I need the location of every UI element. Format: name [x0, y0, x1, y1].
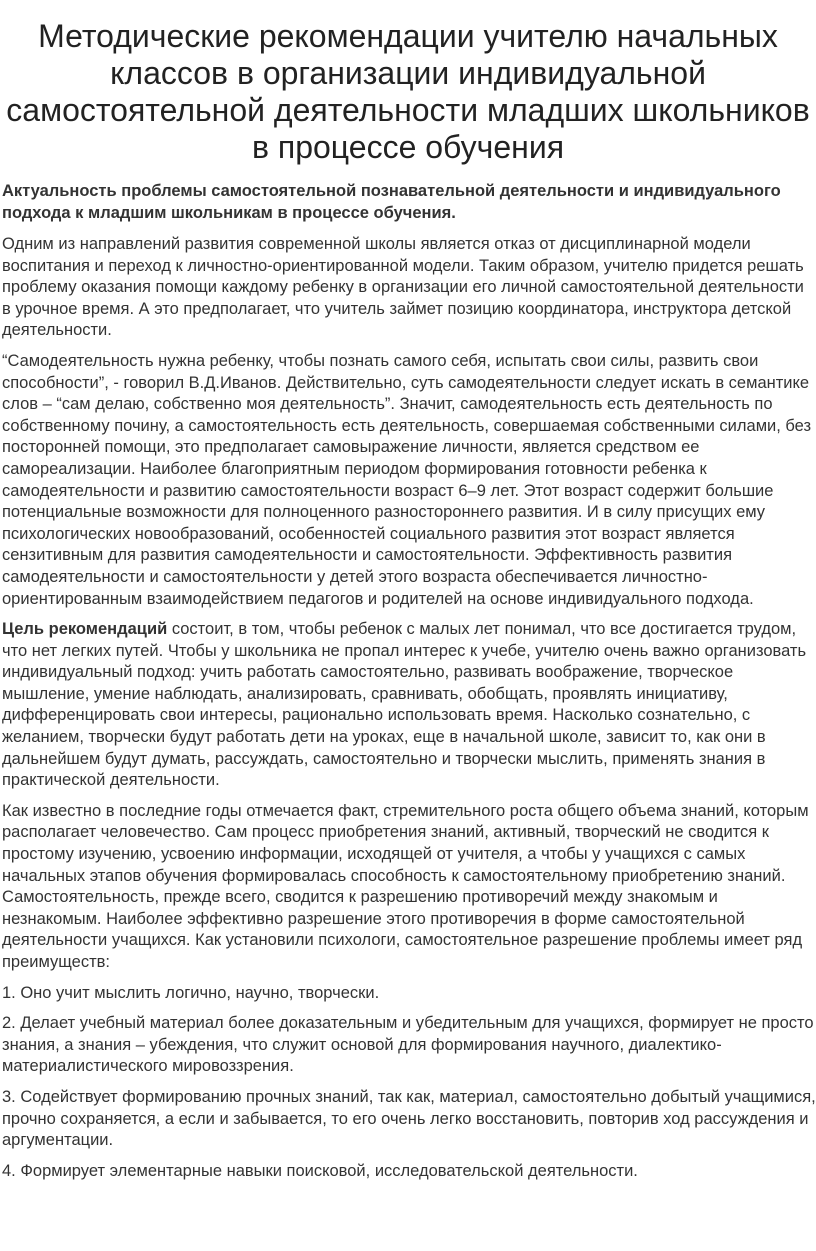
list-item: 3. Содействует формированию прочных знаний, так как, материал, самостоятельно добытый учащимися, прочно сохраняется, а если и забывается, то его очень легко восстановить, повторив ход рассуждения и аргументации.	[2, 1087, 816, 1150]
paragraph-1: Одним из направлений развития современной школы является отказ от дисциплинарной модели воспитания и переход к личностно-ориентированной модели. Таким образом, учителю придется решать проблему оказания помощи каждому ребенку в организации его личной самостоятельной деятельности в урочное время. А это предполагает, что учитель займет позицию координатора, инструктора детской деятельности.	[2, 235, 804, 340]
paragraph-3	[2, 619, 816, 792]
section-subheading: Актуальность проблемы самостоятельной познавательной деятельности и индивидуального подхода к младшим школьникам в процессе обучения.	[2, 182, 781, 222]
list-item: 1. Оно учит мыслить логично, научно, творчески.	[2, 983, 380, 1002]
document-title: Методические рекомендации учителю начальных классов в организации индивидуальной самостоятельной деятельности младших школьников в процессе обучения	[6, 18, 810, 165]
list-item: 2. Делает учебный материал более доказательным и убедительным для учащихся, формирует не просто знания, а знания – убеждения, что служит основой для формирования научного, диалектико-материалистического мировоззрения.	[2, 1014, 814, 1076]
paragraph-3-body: состоит, в том, чтобы ребенок с малых лет понимал, что все достигается трудом, что нет легких путей. Чтобы у школьника не пропал интерес к учебе, учителю очень важно организовать индивидуальный подход: учить работать самостоятельно, развивать воображение, творческое мышление, умение наблюдать, анализировать, сравнивать, обобщать, проявлять инициативу, дифференцировать свои интересы, рационально использовать время. Насколько сознательно, с желанием, творчески будут работать дети на уроках, еще в начальной школе, зависит то, как они в дальнейшем будут думать, рассуждать, самостоятельно и творчески мыслить, применять знания в практической деятельности.	[2, 620, 807, 790]
paragraph-4: Как известно в последние годы отмечается факт, стремительного роста общего объема знаний, которым располагает человечество. Сам процесс приобретения знаний, активный, творческий не сводится к простому изучению, усвоению информации, исходящей от учителя, а чтобы у учащихся с самых начальных этапов обучения формировалась способность к самостоятельному приобретению знаний. Самостоятельность, прежде всего, сводится к разрешению противоречий между знакомым и незнакомым. Наиболее эффективно разрешение этого противоречия в форме самостоятельной деятельности учащихся. Как установили психологи, самостоятельное разрешение проблемы имеет ряд преимуществ:	[2, 801, 809, 971]
list-item: 4. Формирует элементарные навыки поисковой, исследовательской деятельности.	[2, 1161, 638, 1180]
paragraph-3-lead: Цель рекомендаций	[2, 620, 168, 639]
paragraph-2: “Самодеятельность нужна ребенку, чтобы познать самого себя, испытать свои силы, развить свои способности”, - говорил В.Д.Иванов. Действительно, суть самодеятельности следует искать в семантике слов – “сам делаю, собственно моя деятельность”. Значит, самодеятельность есть деятельность по собственному почину, а самостоятельность есть деятельность, совершаемая собственными силами, без посторонней помощи, это предполагает самовыражение личности, является средством ее самореализации. Наиболее благоприятным периодом формирования готовности ребенка к самодеятельности и развитию самостоятельности возраст 6–9 лет. Этот возраст содержит большие потенциальные возможности для полноценного разностороннего развития. И в силу присущих ему психологических новообразований, особенностей социального развития этот возраст является сензитивным для развития самодеятельности и самостоятельности. Эффективность развития самодеятельности и самостоятельности у детей этого возраста обеспечивается личностно-ориентированным взаимодействием педагогов и родителей на основе индивидуального подхода.	[2, 351, 812, 608]
